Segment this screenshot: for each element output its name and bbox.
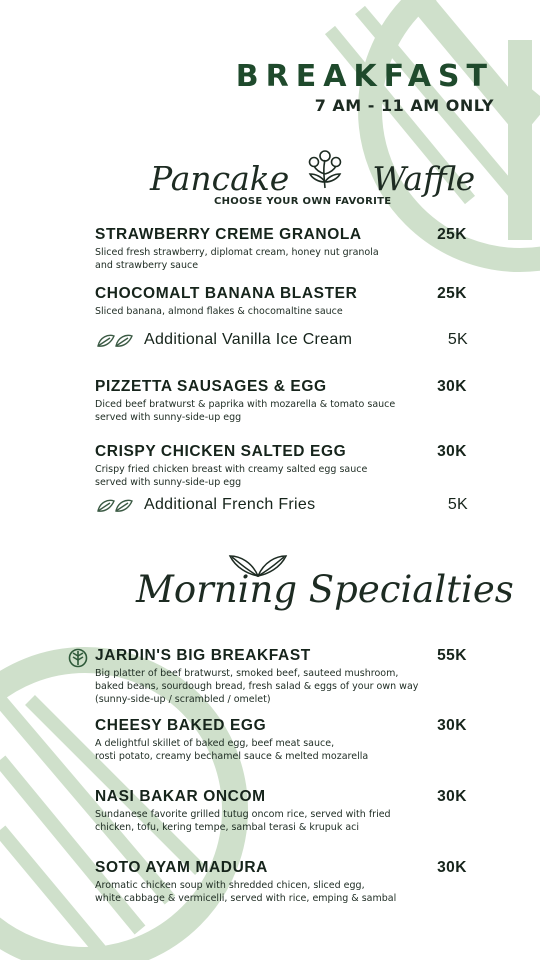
- addon-price: 5K: [447, 331, 468, 348]
- item-description: [95, 398, 425, 424]
- item-price: 30K: [437, 443, 467, 460]
- section-title-left: Pancake: [150, 159, 290, 198]
- item-name: STRAWBERRY CREME GRANOLA: [95, 226, 362, 243]
- section-subtitle: CHOOSE YOUR OWN FAVORITE: [214, 196, 392, 207]
- addon-price: 5K: [447, 496, 468, 513]
- leaf-circle-icon: [68, 648, 88, 672]
- menu-item: [95, 378, 467, 424]
- menu-item: [95, 285, 467, 318]
- desc-line: A delightful skillet of baked egg, beef meat sauce,: [95, 738, 335, 749]
- menu-item: [95, 647, 467, 706]
- serving-hours: 7 AM - 11 AM ONLY: [314, 96, 494, 115]
- item-price: 55K: [437, 647, 467, 664]
- addon-item: [96, 330, 468, 352]
- menu-item: [95, 859, 467, 905]
- desc-line: (sunny-side-up / scrambled / omelet): [95, 694, 271, 705]
- addon-label: Additional Vanilla Ice Cream: [144, 331, 353, 348]
- desc-line: Crispy fried chicken breast with creamy salted egg sauce: [95, 464, 368, 475]
- item-description: [95, 808, 425, 834]
- item-price: 25K: [437, 285, 467, 302]
- item-price: 30K: [437, 859, 467, 876]
- desc-line: baked beans, sourdough bread, fresh salad & eggs of your own way: [95, 681, 419, 692]
- item-description: [95, 667, 440, 706]
- section-title-morning-specialties: Morning Specialties: [136, 568, 514, 611]
- item-description: [95, 246, 425, 272]
- addon-label: Additional French Fries: [144, 496, 316, 513]
- menu-item: [95, 226, 467, 272]
- item-name: PIZZETTA SAUSAGES & EGG: [95, 378, 327, 395]
- menu-title: BREAKFAST: [235, 59, 494, 94]
- item-name: CHOCOMALT BANANA BLASTER: [95, 285, 358, 302]
- menu-item: [95, 717, 467, 763]
- flower-icon: [300, 146, 362, 198]
- desc-line: Sliced banana, almond flakes & chocomaltine sauce: [95, 306, 343, 317]
- item-description: [95, 305, 425, 318]
- item-name: CHEESY BAKED EGG: [95, 717, 267, 734]
- addon-item: [96, 495, 468, 517]
- item-name: SOTO AYAM MADURA: [95, 859, 268, 876]
- desc-line: Big platter of beef bratwurst, smoked beef, sauteed mushroom,: [95, 668, 399, 679]
- desc-line: Sundanese favorite grilled tutug oncom rice, served with fried: [95, 809, 391, 820]
- item-description: [95, 879, 425, 905]
- leaf-pair-icon: [96, 332, 134, 354]
- item-price: 25K: [437, 226, 467, 243]
- menu-item: [95, 443, 467, 489]
- section-title-right: Waffle: [372, 159, 476, 198]
- leaf-pair-icon: [96, 497, 134, 519]
- desc-line: Sliced fresh strawberry, diplomat cream, honey nut granola: [95, 247, 379, 258]
- desc-line: rosti potato, creamy bechamel sauce & melted mozarella: [95, 751, 369, 762]
- desc-line: served with sunny-side-up egg: [95, 477, 242, 488]
- desc-line: Aromatic chicken soup with shredded chicen, sliced egg,: [95, 880, 365, 891]
- desc-line: and strawberry sauce: [95, 260, 199, 271]
- item-description: [95, 463, 425, 489]
- menu-header: [236, 60, 494, 115]
- item-name: NASI BAKAR ONCOM: [95, 788, 266, 805]
- item-description: [95, 737, 425, 763]
- item-price: 30K: [437, 378, 467, 395]
- desc-line: white cabbage & vermicelli, served with rice, emping & sambal: [95, 893, 397, 904]
- desc-line: served with sunny-side-up egg: [95, 412, 242, 423]
- item-name: CRISPY CHICKEN SALTED EGG: [95, 443, 347, 460]
- item-name: JARDIN'S BIG BREAKFAST: [95, 647, 311, 664]
- menu-item: [95, 788, 467, 834]
- item-price: 30K: [437, 717, 467, 734]
- section-title-pancake-waffle: [150, 146, 475, 198]
- desc-line: chicken, tofu, kering tempe, sambal terasi & krupuk aci: [95, 822, 360, 833]
- item-price: 30K: [437, 788, 467, 805]
- desc-line: Diced beef bratwurst & paprika with mozarella & tomato sauce: [95, 399, 396, 410]
